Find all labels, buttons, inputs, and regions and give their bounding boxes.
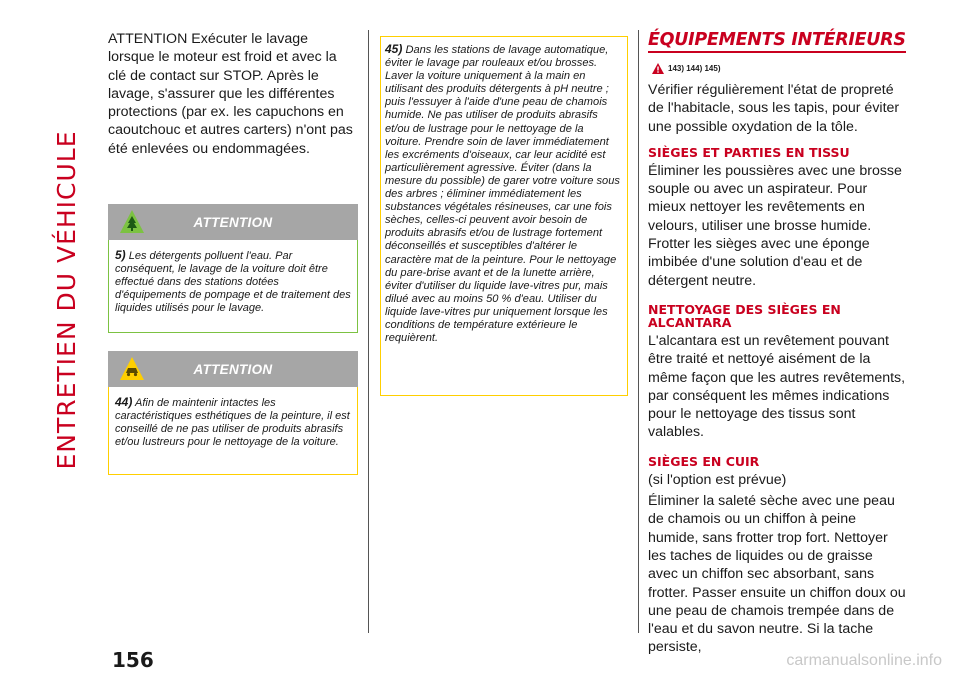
warning-refs-text: 143) 144) 145) (668, 64, 721, 73)
subsection-title: SIÈGES ET PARTIES EN TISSU (648, 144, 850, 160)
subsection-note: (si l'option est prévue) (648, 471, 787, 488)
note-text: Dans les stations de lavage automatique, éviter le lavage par rouleaux et/ou brosses. Laver la voiture uniquement à la main en utilisant des produits détergents à pH neutre ; puis l'essuyer à l'aide d'une peau de chamois humide. Ne pas utiliser de produits abrasifs et/ou de lustrage pour le nettoyage de la voiture. Prendre soin de laver immédiatement les excréments d'oiseaux, car leur acidité est particulièrement agressive. Éviter (dans la mesure du possible) de garer votre voiture sous des arbres ; éliminer immédiatement les substances végétales résineuses, car une fois sèches, celles-ci peuvent avoir besoin de produits abrasifs et/ou de lustrage fortement déconseillés et susceptibles d'altérer le caractère mat de la peinture. Pour le nettoyage du pare-brise avant et de la lunette arrière, éviter d'utiliser du liquide lave-vitres pur, mais dilué avec au moins 50 % d'eau. Utiliser du liquide lave-vitres pur uniquement lorsque les conditions de température extérieure le requièrent. (385, 44, 620, 345)
column-divider (368, 30, 369, 633)
attention-title: ATTENTION (193, 361, 273, 377)
note-number: 45) (385, 42, 403, 56)
subsection-text: Éliminer la saleté sèche avec une peau de chamois ou un chiffon à peine humide, sans frotter trop fort. Nettoyer les taches de liquides ou de graisse avec un chiffon sec absorbant, sans frotter. Passer ensuite un chiffon doux ou une peau de chamois trempée dans de l'eau et du savon neutre. Si la tache persiste, (648, 493, 906, 656)
attention-box-paint (108, 387, 358, 475)
watermark: carmanualsonline.info (786, 652, 942, 669)
intro-paragraph: ATTENTION Exécuter le lavage lorsque le moteur est froid et avec la clé de contact sur STOP. Après le lavage, s'assurer que les différentes protections (par ex. les capuchons en caoutchouc et autres carters) n'ont pas été enlevées ou endommagées. (108, 31, 353, 157)
attention-bar (108, 351, 358, 387)
section-title: ÉQUIPEMENTS INTÉRIEURS (648, 30, 906, 53)
attention-box-washing (380, 36, 628, 396)
subsection-text: Éliminer les poussières avec une brosse souple ou avec un aspirateur. Pour mieux nettoyer les revêtements en velours, utiliser une brosse humide. Frotter les sièges avec une éponge imbibée d'une solution d'eau et de détergent neutre. (648, 162, 902, 289)
attention-title: ATTENTION (193, 214, 273, 230)
page-number: 156 (112, 648, 154, 672)
note-text: Les détergents polluent l'eau. Par conséquent, le lavage de la voiture doit être effectué dans des stations dotées d'équipements de pompage et de traitement des liquides utilisés pour le lavage. (115, 250, 351, 315)
intro-paragraph: Vérifier régulièrement l'état de propreté de l'habitacle, sous les tapis, pour éviter une possible oxydation de la tôle. (648, 82, 900, 135)
tree-environment-icon (119, 209, 145, 234)
subsection-text: L'alcantara est un revêtement pouvant être traité et nettoyé aisément de la même façon que les autres revêtements, par conséquent les mêmes indications pour le nettoyage des tissus sont valables. (648, 332, 906, 441)
side-chapter-title: ENTRETIEN DU VÉHICULE (52, 130, 81, 470)
car-care-icon (119, 356, 145, 381)
subsection-title: SIÈGES EN CUIR (648, 453, 760, 469)
warning-references (652, 63, 906, 74)
column-left (108, 30, 358, 475)
column-divider (638, 30, 639, 633)
column-middle (380, 36, 628, 396)
warning-triangle-icon (652, 63, 664, 74)
note-text: Afin de maintenir intactes les caractéristiques esthétiques de la peinture, il est conseillé de ne pas utiliser de produits abrasifs et/ou lustreurs pour le nettoyage de la voiture. (115, 397, 350, 449)
attention-box-environment (108, 240, 358, 333)
column-right (648, 30, 906, 657)
note-number: 5) (115, 248, 126, 263)
subsection-title: NETTOYAGE DES SIÈGES EN ALCANTARA (648, 301, 841, 330)
note-number: 44) (115, 395, 133, 410)
attention-bar (108, 204, 358, 240)
